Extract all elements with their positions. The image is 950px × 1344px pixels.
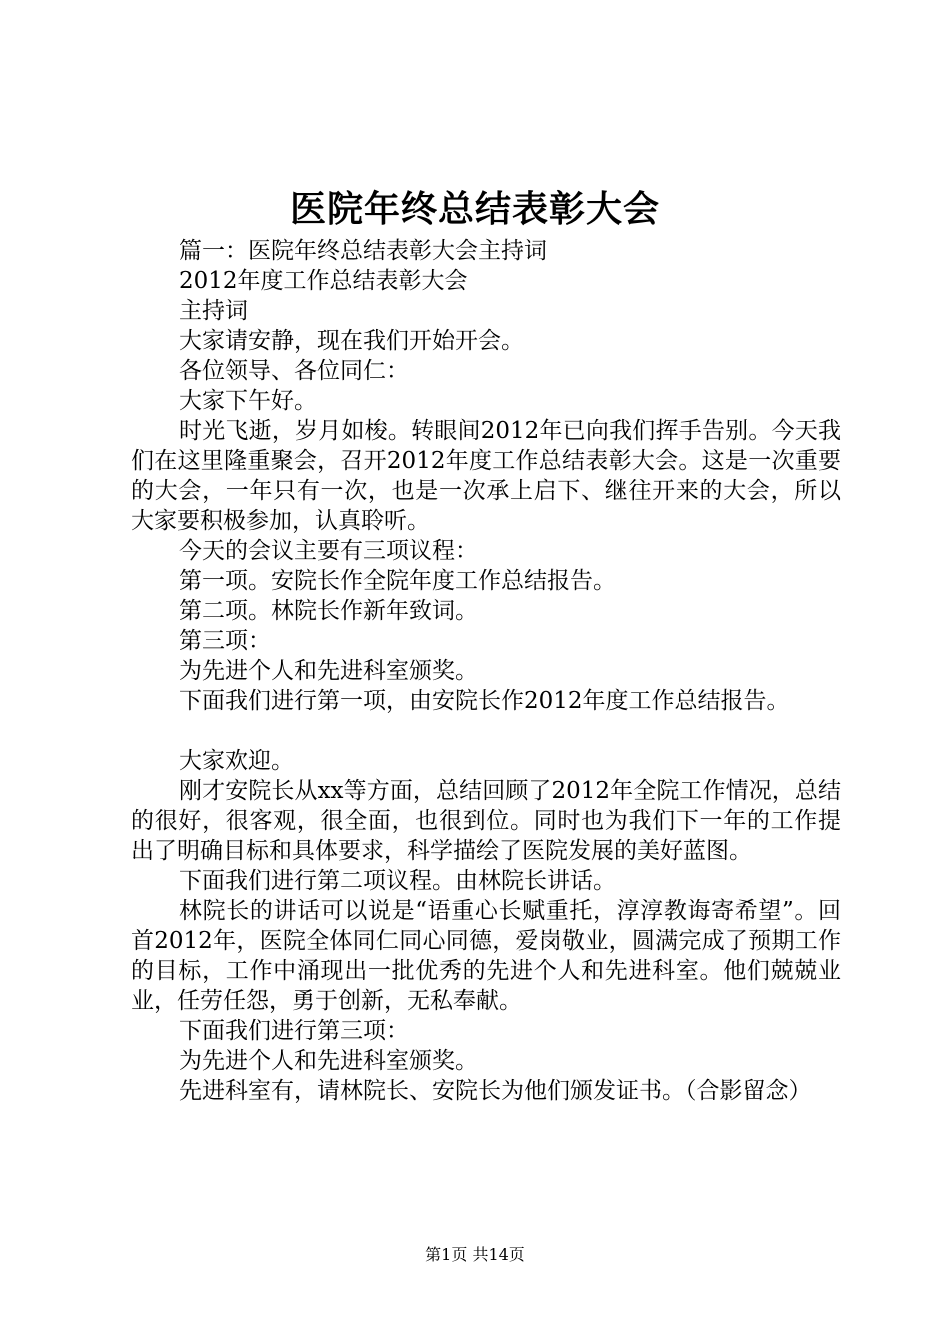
paragraph: 为先进个人和先进科室颁奖。: [179, 658, 478, 684]
paragraph: 第三项：: [179, 628, 271, 654]
paragraph: 今天的会议主要有三项议程：: [179, 538, 478, 564]
paragraph: 先进科室有，请林院长、安院长为他们颁发证书。（合影留念）: [179, 1078, 812, 1104]
paragraph: 下面我们进行第一项，由安院长作2012年度工作总结报告。: [179, 688, 790, 714]
paragraph: 大家下午好。: [179, 388, 317, 414]
paragraph: 篇一：医院年终总结表彰大会主持词: [179, 238, 547, 264]
paragraph: 刚才安院长从xx等方面，总结回顾了2012年全院工作情况，总结的很好，很客观，很全面，也很到位。同时也为我们下一年的工作提出了明确目标和具体要求，科学描绘了医院发展的美好蓝图。: [131, 778, 841, 864]
paragraph: 大家请安静，现在我们开始开会。: [179, 328, 524, 354]
paragraph: 第一项。安院长作全院年度工作总结报告。: [179, 568, 616, 594]
paragraph: 主持词: [179, 298, 248, 324]
paragraph: 时光飞逝，岁月如梭。转眼间2012年已向我们挥手告别。今天我们在这里隆重聚会，召开2012年度工作总结表彰大会。这是一次重要的大会，一年只有一次，也是一次承上启下、继往开来的大会，所以大家要积极参加，认真聆听。: [131, 418, 841, 534]
page-footer: 第1页 共14页: [425, 1245, 525, 1264]
paragraph: 为先进个人和先进科室颁奖。: [179, 1048, 478, 1074]
paragraph: 各位领导、各位同仁：: [179, 358, 409, 384]
paragraph: 下面我们进行第二项议程。由林院长讲话。: [179, 868, 616, 894]
paragraph: 下面我们进行第三项：: [179, 1018, 409, 1044]
blank-line: [131, 716, 841, 746]
paragraph: 第二项。林院长作新年致词。: [179, 598, 478, 624]
document-title: 医院年终总结表彰大会: [289, 188, 660, 230]
paragraph: 大家欢迎。: [179, 748, 294, 774]
paragraph: 2012年度工作总结表彰大会: [179, 268, 468, 294]
document-body: [131, 236, 841, 1106]
paragraph: 林院长的讲话可以说是“语重心长赋重托，淳淳教诲寄希望”。回首2012年，医院全体同仁同心同德，爱岗敬业，圆满完成了预期工作的目标，工作中涌现出一批优秀的先进个人和先进科室。他们兢兢业业，任劳任怨，勇于创新，无私奉献。: [131, 898, 841, 1014]
